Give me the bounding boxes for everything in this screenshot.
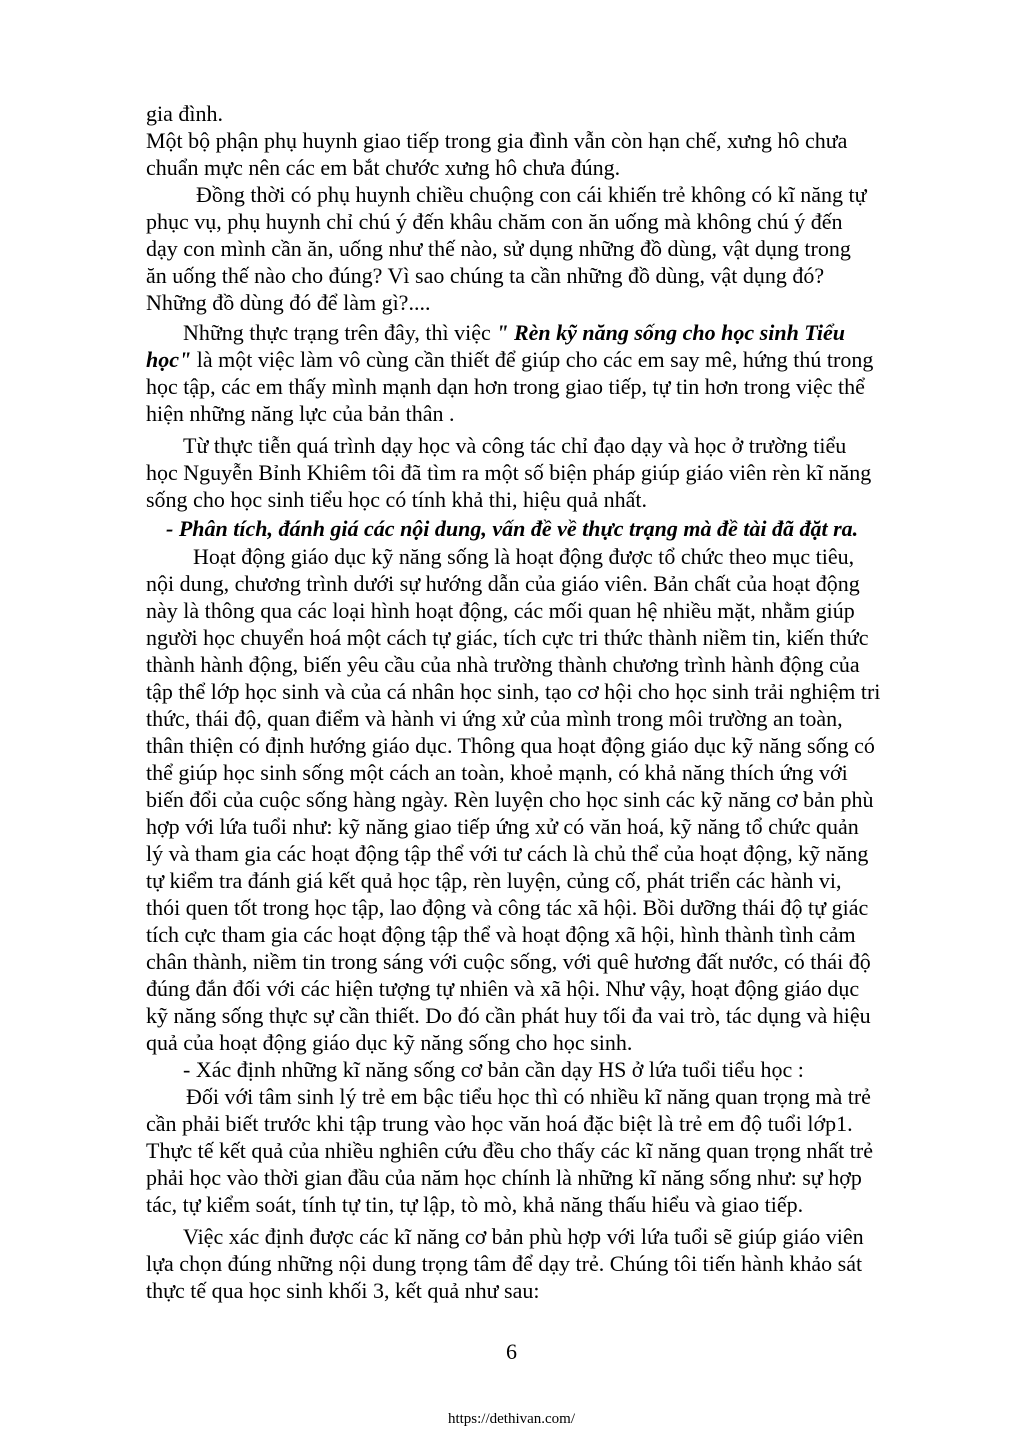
- text-line: [183, 319, 845, 346]
- text-line: quả của hoạt động giáo dục kỹ năng sống cho học sinh.: [146, 1030, 633, 1055]
- text-line: học tập, các em thấy mình mạnh dạn hơn trong giao tiếp, tự tin hơn trong việc thể: [146, 374, 865, 399]
- text-line: lý và tham gia các hoạt động tập thể với tư cách là chủ thể của hoạt động, kỹ năng: [146, 841, 869, 866]
- text-line: Từ thực tiễn quá trình dạy học và công tác chỉ đạo dạy và học ở trường tiểu: [183, 433, 847, 458]
- text-line: phục vụ, phụ huynh chỉ chú ý đến khâu chăm con ăn uống mà không chú ý đến: [146, 209, 843, 234]
- topic-title-emphasis: " Rèn kỹ năng sống cho học sinh Tiểu: [496, 320, 846, 345]
- text-line: đúng đắn đối với các hiện tượng tự nhiên và xã hội. Như vậy, hoạt động giáo dục: [146, 976, 860, 1001]
- text-line: kỹ năng sống thực sự cần thiết. Do đó cần phát huy tối đa vai trò, tác dụng và hiệu: [146, 1003, 871, 1028]
- text-line: nội dung, chương trình dưới sự hướng dẫn của giáo viên. Bản chất của hoạt động: [146, 571, 860, 596]
- text-line: - Xác định những kĩ năng sống cơ bản cần dạy HS ở lứa tuổi tiểu học :: [183, 1057, 804, 1082]
- text-run: là một việc làm vô cùng cần thiết để giúp cho các em say mê, hứng thú trong: [191, 347, 874, 372]
- text-line: tác, tự kiểm soát, tính tự tin, tự lập, tò mò, khả năng thấu hiểu và giao tiếp.: [146, 1192, 804, 1217]
- text-line: Thực tế kết quả của nhiều nghiên cứu đều cho thấy các kĩ năng quan trọng nhất trẻ: [146, 1138, 873, 1163]
- text-line: thức, thái độ, quan điểm và hành vi ứng xử của mình trong môi trường an toàn,: [146, 706, 843, 731]
- text-line: biến đổi của cuộc sống hàng ngày. Rèn luyện cho học sinh các kỹ năng cơ bản phù: [146, 787, 874, 812]
- section-heading: - Phân tích, đánh giá các nội dung, vấn đề về thực trạng mà đề tài đã đặt ra.: [166, 516, 859, 541]
- footer-url: https://dethivan.com/: [447, 1411, 576, 1427]
- text-line: Một bộ phận phụ huynh giao tiếp trong gia đình vẫn còn hạn chế, xưng hô chưa: [146, 128, 848, 153]
- text-line: lựa chọn đúng những nội dung trọng tâm để dạy trẻ. Chúng tôi tiến hành khảo sát: [146, 1251, 863, 1276]
- text-line: hợp với lứa tuổi như: kỹ năng giao tiếp ứng xử có văn hoá, kỹ năng tổ chức quản: [146, 814, 859, 839]
- text-line: Đồng thời có phụ huynh chiều chuộng con cái khiến trẻ không có kĩ năng tự: [196, 182, 867, 207]
- text-line: này là thông qua các loại hình hoạt động, các mối quan hệ nhiều mặt, nhằm giúp: [146, 598, 855, 623]
- text-line: [146, 346, 873, 373]
- text-line: cần phải biết trước khi tập trung vào học văn hoá đặc biệt là trẻ em độ tuổi lớp1.: [146, 1111, 853, 1136]
- topic-title-emphasis: học": [146, 347, 192, 372]
- text-line: dạy con mình cần ăn, uống như thế nào, sử dụng những đồ dùng, vật dụng trong: [146, 236, 851, 261]
- text-line: sống cho học sinh tiểu học có tính khả thi, hiệu quả nhất.: [146, 487, 648, 512]
- text-line: thành hành động, biến yêu cầu của nhà trường thành chương trình hành động của: [146, 652, 860, 677]
- text-line: chuẩn mực nên các em bắt chước xưng hô chưa đúng.: [146, 155, 621, 180]
- text-line: tích cực tham gia các hoạt động tập thể và hoạt động xã hội, hình thành tình cảm: [146, 922, 856, 947]
- text-line: thói quen tốt trong học tập, lao động và công tác xã hội. Bồi dưỡng thái độ tự giác: [146, 895, 869, 920]
- text-line: Hoạt động giáo dục kỹ năng sống là hoạt động được tổ chức theo mục tiêu,: [193, 544, 855, 569]
- text-line: tập thể lớp học sinh và của cá nhân học sinh, tạo cơ hội cho học sinh trải nghiệm tri: [146, 679, 881, 704]
- text-line: hiện những năng lực của bản thân .: [146, 401, 455, 426]
- text-line: tự kiểm tra đánh giá kết quả học tập, rèn luyện, củng cố, phát triển các hành vi,: [146, 868, 842, 893]
- text-line: phải học vào thời gian đầu của năm học chính là những kĩ năng sống như: sự hợp: [146, 1165, 862, 1190]
- text-line: ăn uống thế nào cho đúng? Vì sao chúng ta cần những đồ dùng, vật dụng đó?: [146, 263, 825, 288]
- text-line: Đối với tâm sinh lý trẻ em bậc tiểu học thì có nhiều kĩ năng quan trọng mà trẻ: [186, 1084, 871, 1109]
- text-line: người học chuyển hoá một cách tự giác, tích cực tri thức thành niềm tin, kiến thức: [146, 625, 869, 650]
- text-line: Việc xác định được các kĩ năng cơ bản phù hợp với lứa tuổi sẽ giúp giáo viên: [183, 1224, 864, 1249]
- text-run: Những thực trạng trên đây, thì việc: [183, 320, 497, 345]
- text-line: Những đồ dùng đó để làm gì?....: [146, 290, 431, 315]
- text-line: thể giúp học sinh sống một cách an toàn, khoẻ mạnh, có khả năng thích ứng với: [146, 760, 848, 785]
- text-line: thân thiện có định hướng giáo dục. Thông qua hoạt động giáo dục kỹ năng sống có: [146, 733, 875, 758]
- text-line: gia đình.: [146, 101, 223, 126]
- text-line: chân thành, niềm tin trong sáng với cuộc sống, với quê hương đất nước, có thái độ: [146, 949, 871, 974]
- page-number: 6: [506, 1339, 517, 1364]
- text-line: thực tế qua học sinh khối 3, kết quả như sau:: [146, 1278, 540, 1303]
- text-line: học Nguyễn Bỉnh Khiêm tôi đã tìm ra một số biện pháp giúp giáo viên rèn kĩ năng: [146, 460, 872, 485]
